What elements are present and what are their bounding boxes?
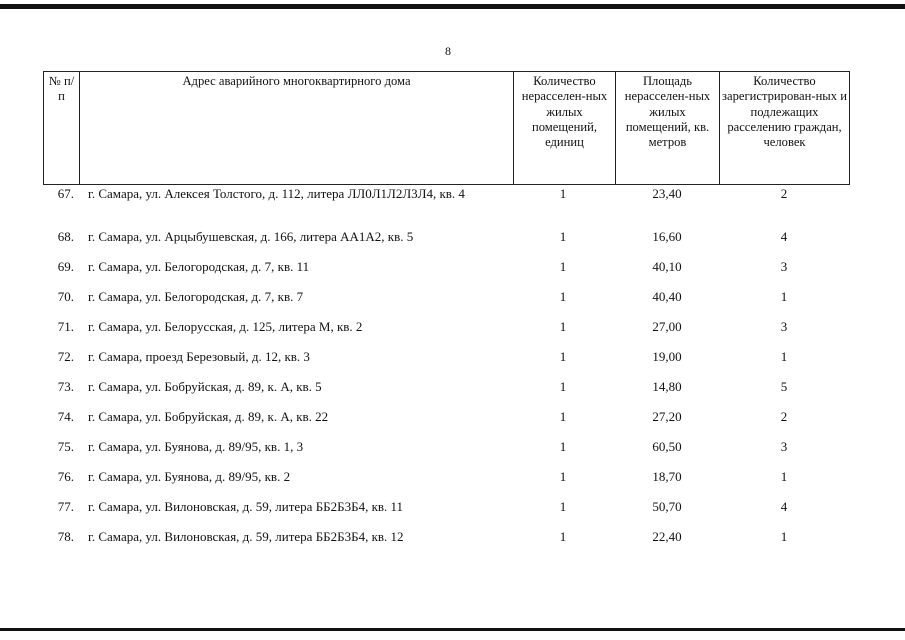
header-num: № п/п (44, 72, 80, 185)
row-number: 75. (57, 439, 74, 454)
row-people: 3 (780, 439, 788, 454)
row-rooms: 1 (559, 409, 567, 424)
row-rooms: 1 (559, 289, 567, 304)
row-address: г. Самара, ул. Бобруйская, д. 89, к. А, кв. 5 (88, 379, 322, 394)
row-area: 18,70 (652, 469, 682, 484)
row-number: 78. (57, 529, 74, 544)
header-rooms: Количество нерасселен-ных жилых помещений, единиц (514, 72, 616, 185)
row-rooms: 1 (559, 349, 567, 364)
row-address: г. Самара, ул. Арцыбушевская, д. 166, литера АА1А2, кв. 5 (88, 229, 414, 244)
row-area: 14,80 (652, 379, 682, 394)
row-address: г. Самара, ул. Алексея Толстого, д. 112, литера ЛЛ0Л1Л2Л3Л4, кв. 4 (88, 186, 465, 201)
row-number: 76. (57, 469, 74, 484)
row-rooms: 1 (559, 499, 567, 514)
row-area: 22,40 (652, 529, 682, 544)
row-people: 4 (780, 499, 788, 514)
row-people: 1 (780, 529, 788, 544)
row-area: 40,10 (652, 259, 682, 274)
row-number: 73. (57, 379, 74, 394)
row-people: 5 (780, 379, 788, 394)
scan-top-border (0, 4, 905, 9)
row-people: 1 (780, 469, 788, 484)
row-number: 70. (57, 289, 74, 304)
row-area: 50,70 (652, 499, 682, 514)
table-header (43, 71, 850, 185)
header-area: Площадь нерасселен-ных жилых помещений, кв. метров (616, 72, 720, 185)
row-rooms: 1 (559, 529, 567, 544)
row-rooms: 1 (559, 186, 567, 201)
row-address: г. Самара, ул. Белогородская, д. 7, кв. 11 (88, 259, 310, 274)
row-number: 71. (57, 319, 74, 334)
row-rooms: 1 (559, 439, 567, 454)
row-area: 19,00 (652, 349, 682, 364)
row-rooms: 1 (559, 229, 567, 244)
row-rooms: 1 (559, 319, 567, 334)
row-address: г. Самара, ул. Вилоновская, д. 59, литера ББ2Б3Б4, кв. 12 (88, 529, 404, 544)
scan-bottom-border (0, 628, 905, 631)
row-number: 72. (57, 349, 74, 364)
row-people: 1 (780, 289, 788, 304)
row-people: 2 (780, 409, 788, 424)
header-row (44, 72, 850, 185)
row-number: 77. (57, 499, 74, 514)
row-area: 16,60 (652, 229, 682, 244)
row-people: 3 (780, 259, 788, 274)
row-people: 4 (780, 229, 788, 244)
row-number: 68. (57, 229, 74, 244)
row-rooms: 1 (559, 259, 567, 274)
row-address: г. Самара, ул. Белогородская, д. 7, кв. 7 (88, 289, 304, 304)
row-rooms: 1 (559, 379, 567, 394)
row-people: 2 (780, 186, 788, 201)
header-address: Адрес аварийного многоквартирного дома (80, 72, 514, 185)
row-people: 1 (780, 349, 788, 364)
row-address: г. Самара, ул. Буянова, д. 89/95, кв. 1, 3 (88, 439, 304, 454)
row-address: г. Самара, ул. Белорусская, д. 125, литера М, кв. 2 (88, 319, 363, 334)
page-number: 8 (445, 44, 451, 58)
row-address: г. Самара, ул. Вилоновская, д. 59, литера ББ2Б3Б4, кв. 11 (88, 499, 404, 514)
row-area: 23,40 (652, 186, 682, 201)
row-address: г. Самара, ул. Буянова, д. 89/95, кв. 2 (88, 469, 291, 484)
row-address: г. Самара, ул. Бобруйская, д. 89, к. А, кв. 22 (88, 409, 329, 424)
row-number: 69. (57, 259, 74, 274)
row-number: 74. (57, 409, 74, 424)
row-rooms: 1 (559, 469, 567, 484)
row-area: 27,00 (652, 319, 682, 334)
row-number: 67. (57, 186, 74, 201)
row-address: г. Самара, проезд Березовый, д. 12, кв. 3 (88, 349, 310, 364)
row-area: 27,20 (652, 409, 682, 424)
row-area: 40,40 (652, 289, 682, 304)
row-area: 60,50 (652, 439, 682, 454)
header-people: Количество зарегистрирован-ных и подлежащих расселению граждан, человек (720, 72, 850, 185)
row-people: 3 (780, 319, 788, 334)
